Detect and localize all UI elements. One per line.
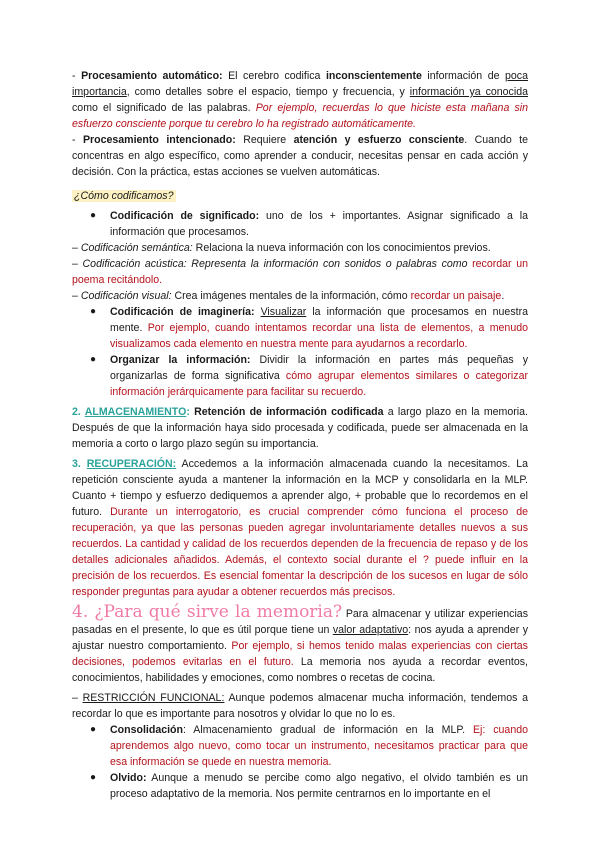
memory-purpose-paragraph: 4. ¿Para qué sirve la memoria? Para almacenar y utilizar experiencias pasadas en el presente, lo que es útil porque tiene un valor adaptativo: nos ayuda a aprender y ajustar nuestro comportamiento. Por ejemplo, si hemos tenido malas experiencias con ciertas decisiones, podemos evitarlas en el futuro. La memoria nos ayuda a recordar eventos, conocimientos, habilidades y emociones, como nombres o recetas de cocina. [72, 602, 528, 684]
list-item: ● Consolidación: Almacenamiento gradual de información en la MLP. Ej: cuando aprendemos algo nuevo, como tocar un instrumento, necesitamos practicar para que esa información se quede en nuestra memoria. [90, 724, 528, 768]
retrieval-section-paragraph: 3. RECUPERACIÓN: Accedemos a la información almacenada cuando la necesitamos. La repetición consciente ayuda a mantener la información en la MCP y consolidarla en la MLP. Cuanto + tiempo y esfuerzo dediquemos a aprender algo, + probable que lo recordemos en el futuro. Durante un interrogatorio, es crucial comprender cómo funciona el proceso de recuperación, ya que las personas pueden agregar involuntariamente detalles nuevos a sus recuerdos. La cantidad y calidad de los recuerdos dependen de la frecuencia de repaso y de los detalles adicionales añadidos. Además, el contexto social durante el ? puede influir en la precisión de los recuerdos. Es esencial fomentar la descripción de los sucesos en lugar de sólo responder preguntas para ayudar a obtener recuerdos más precisos. [72, 458, 528, 598]
list-item: ● Organizar la información: Dividir la información en partes más pequeñas y organizarlas de forma significativa cómo agrupar elementos similares o categorizar información jerárquicamente para facilitar su recuerdo. [90, 354, 528, 398]
functional-restriction-paragraph: – RESTRICCIÓN FUNCIONAL: Aunque podemos almacenar mucha información, tendemos a recordar lo que es importante para nosotros y olvidar lo que no lo es. [72, 692, 528, 720]
acoustic-encoding-line: – Codificación acústica: Representa la información con sonidos o palabras como recordar un poema recitándolo. [72, 258, 528, 286]
document-page [72, 68, 528, 802]
imagery-organization-list [72, 304, 528, 400]
semantic-encoding-line: – Codificación semántica: Relaciona la nueva información con los conocimientos previos. [72, 242, 491, 254]
visual-encoding-line: – Codificación visual: Crea imágenes mentales de la información, cómo recordar un paisaje. [72, 290, 505, 302]
memory-purpose-heading: 4. ¿Para qué sirve la memoria? [72, 602, 343, 622]
consolidation-forgetting-list [72, 722, 528, 802]
storage-section-paragraph: 2. ALMACENAMIENTO: Retención de información codificada a largo plazo en la memoria. Después de que la información haya sido procesada y codificada, puede ser almacenada en la memoria a corto o largo plazo según su importancia. [72, 406, 528, 450]
list-item: ● Olvido: Aunque a menudo se percibe como algo negativo, el olvido también es un proceso adaptativo de la memoria. Nos permite centrarnos en lo importante en el [90, 772, 528, 800]
encoding-question-heading: ¿Cómo codificamos? [74, 190, 174, 202]
intentional-processing-paragraph: - Procesamiento intencionado: Requiere atención y esfuerzo consciente. Cuando te concentras en algo específico, como aprender a conducir, necesitas pensar en cada acción y decisión. Con la práctica, estas acciones se vuelven automáticas. [72, 134, 528, 178]
automatic-processing-paragraph: - Procesamiento automático: El cerebro codifica inconscientemente información de poca importancia, como detalles sobre el espacio, tiempo y frecuencia, y información ya conocida como el significado de las palabras. Por ejemplo, recuerdas lo que hiciste esta mañana sin esfuerzo consciente porque tu cerebro lo ha registrado automáticamente. [72, 70, 528, 130]
meaning-encoding-list [72, 208, 528, 240]
list-item: ● Codificación de imaginería: Visualizar la información que procesamos en nuestra mente. Por ejemplo, cuando intentamos recordar una lista de elementos, a menudo visualizamos cada elemento en nuestra mente para ayudarnos a recordarlo. [90, 306, 528, 350]
list-item: ● Codificación de significado: uno de los + importantes. Asignar significado a la información que procesamos. [90, 210, 528, 238]
